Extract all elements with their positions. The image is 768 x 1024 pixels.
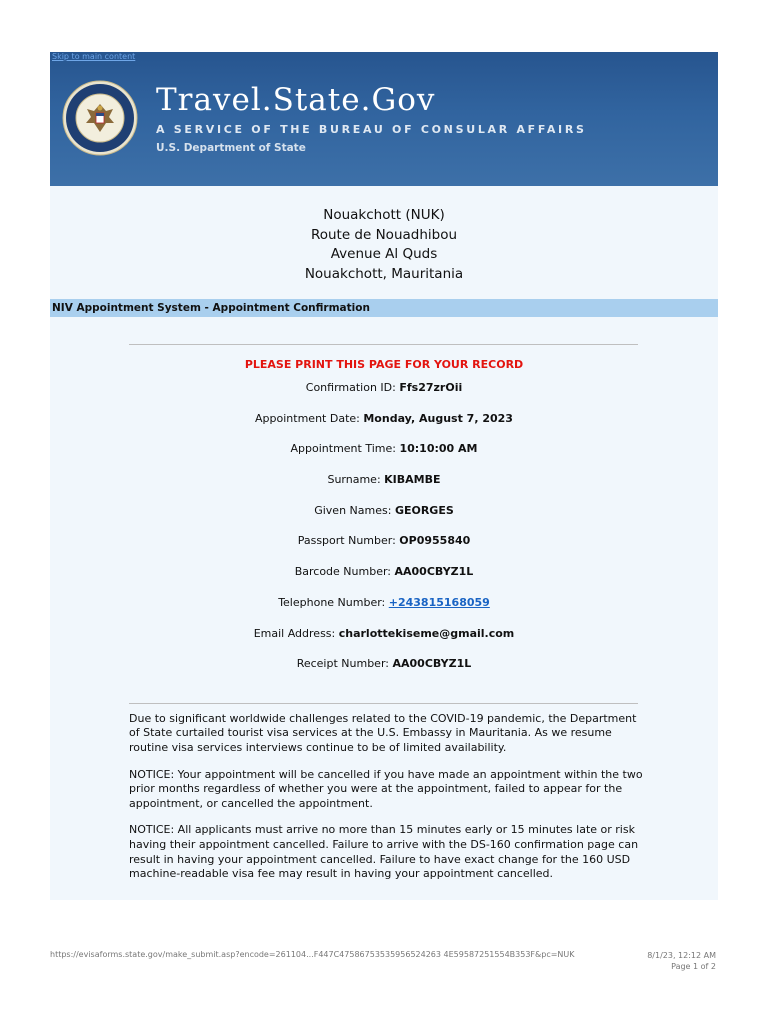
- field-label: Confirmation ID:: [305, 381, 396, 394]
- appointment-time-row: [50, 442, 718, 473]
- surname-value: KIBAMBE: [384, 473, 441, 487]
- email-address-value: charlottekiseme@gmail.com: [338, 626, 515, 640]
- receipt-number-row: [50, 657, 718, 688]
- receipt-number-value: AA00CBYZ1L: [392, 657, 472, 671]
- department-of-state-seal-icon: [62, 80, 138, 156]
- divider-bottom: [129, 703, 638, 704]
- appointment-date-row: [50, 412, 718, 443]
- address-line-1: Nouakchott (NUK): [323, 207, 445, 223]
- notices-section: [129, 712, 643, 882]
- site-title: Travel.State.Gov: [156, 82, 436, 118]
- print-page: [50, 52, 718, 900]
- field-label: Appointment Time:: [290, 442, 396, 456]
- site-subtitle: A SERVICE OF THE BUREAU OF CONSULAR AFFAIRS: [156, 123, 587, 136]
- header-banner: [50, 52, 718, 186]
- cancellation-notice: NOTICE: Your appointment will be cancelled if you have made an appointment within the two prior months regardless of whether you were at the appointment, failed to appear for the appointment, or cancelled the appointment.: [129, 767, 643, 810]
- address-line-2: Route de Nouadhibou: [310, 226, 458, 243]
- print-notice: PLEASE PRINT THIS PAGE FOR YOUR RECORD: [244, 358, 524, 371]
- telephone-number-row: [50, 596, 718, 627]
- given-names-row: [50, 504, 718, 535]
- barcode-number-value: AA00CBYZ1L: [394, 565, 474, 579]
- field-label: Given Names:: [314, 503, 392, 517]
- surname-row: [50, 473, 718, 504]
- print-footer-date: [647, 950, 716, 972]
- field-label: Surname:: [327, 473, 381, 487]
- skip-to-content-link[interactable]: Skip to main content: [52, 52, 136, 61]
- address-line-3: Avenue Al Quds: [330, 246, 438, 262]
- field-label: Telephone Number:: [278, 595, 386, 609]
- confirmation-id-row: [50, 381, 718, 412]
- appointment-time-value: 10:10:00 AM: [399, 442, 478, 456]
- barcode-number-row: [50, 565, 718, 596]
- confirmation-id-value: Ffs27zrOii: [399, 381, 463, 394]
- passport-number-value: OP0955840: [399, 534, 471, 548]
- post-address: [50, 186, 718, 299]
- field-label: Barcode Number:: [294, 565, 391, 579]
- address-line-4: Nouakchott, Mauritania: [304, 265, 464, 282]
- telephone-number-link[interactable]: +243815168059: [388, 595, 490, 609]
- appointment-date-value: Monday, August 7, 2023: [363, 411, 513, 425]
- arrival-notice: NOTICE: All applicants must arrive no more than 15 minutes early or 15 minutes late or risk having their appointment cancelled. Failure to arrive with the DS-160 confirmation page can result in having your appointment cancelled. Failure to have exact change for the 160 USD machine-readable visa fee may result in having your appointment cancelled.: [129, 823, 639, 881]
- field-label: Passport Number:: [297, 534, 396, 548]
- page-number: Page 1 of 2: [671, 962, 716, 971]
- field-label: Email Address:: [253, 626, 336, 640]
- passport-number-row: [50, 534, 718, 565]
- print-datetime: 8/1/23, 12:12 AM: [647, 951, 716, 960]
- given-names-value: GEORGES: [394, 503, 454, 517]
- covid-notice: Due to significant worldwide challenges related to the COVID-19 pandemic, the Department of State curtailed tourist visa services at the U.S. Embassy in Mauritania. As we resume routine visa services interviews continue to be of limited availability.: [129, 711, 637, 755]
- field-label: Receipt Number:: [296, 657, 389, 671]
- email-address-row: [50, 627, 718, 658]
- field-label: Appointment Date:: [255, 411, 360, 425]
- confirmation-details: [50, 381, 718, 688]
- department-name: U.S. Department of State: [156, 142, 306, 154]
- section-title-bar: NIV Appointment System - Appointment Confirmation: [50, 299, 718, 317]
- print-footer-url: https://evisaforms.state.gov/make_submit.asp?encode=261104...F447C47586753535956524263 4E59587251554B353F&pc=NUK: [50, 950, 575, 959]
- divider-top: [129, 344, 638, 345]
